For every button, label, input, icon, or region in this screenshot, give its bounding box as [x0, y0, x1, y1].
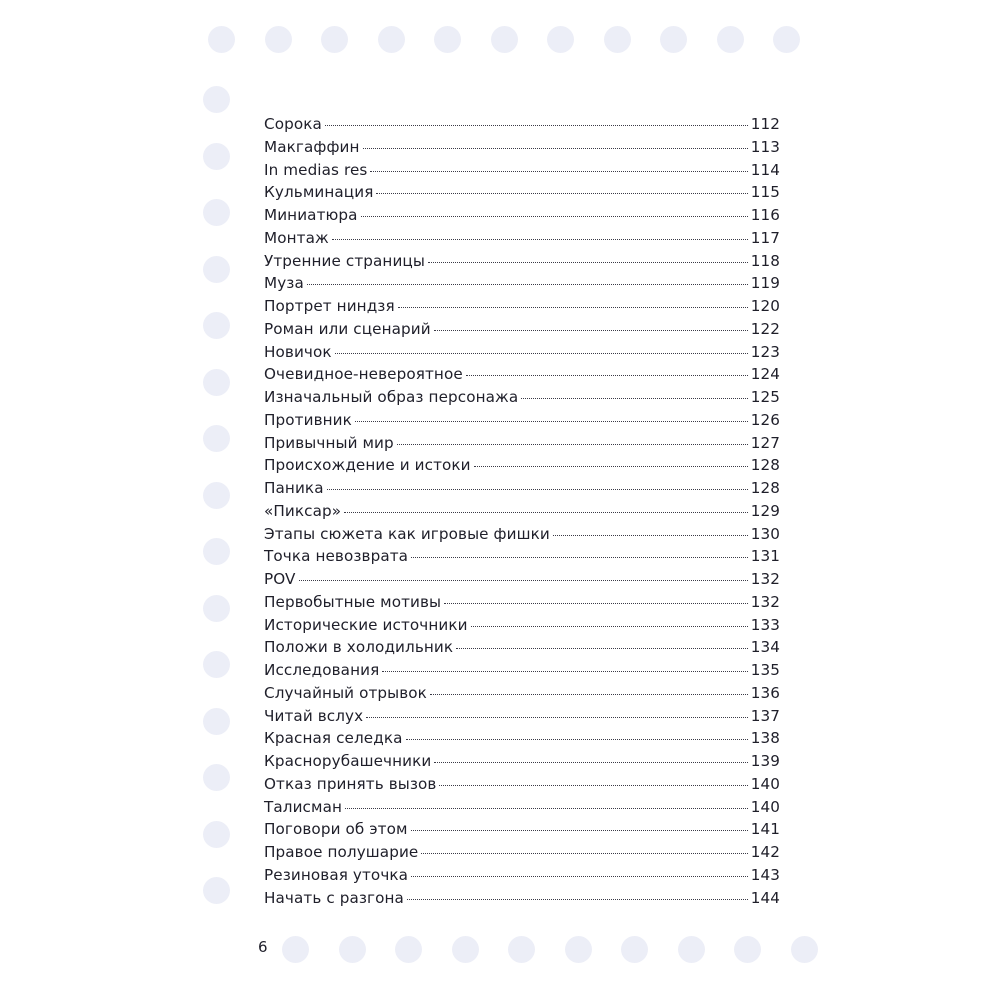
decorative-dot	[203, 877, 230, 904]
decorative-dot	[660, 26, 687, 53]
toc-dot-leader	[434, 329, 748, 331]
toc-entry-page: 126	[750, 410, 780, 429]
decorative-dot	[678, 936, 705, 963]
decorative-dot	[604, 26, 631, 53]
decorative-dot	[203, 199, 230, 226]
toc-dot-leader	[430, 693, 748, 695]
toc-entry-title: Монтаж	[264, 228, 329, 247]
decorative-dots-left	[203, 86, 233, 926]
toc-dot-leader	[411, 556, 748, 558]
decorative-dot	[203, 764, 230, 791]
toc-dot-leader	[471, 625, 748, 627]
toc-dot-leader	[428, 261, 748, 263]
toc-dot-leader	[406, 738, 748, 740]
toc-entry-page: 134	[750, 638, 780, 657]
toc-entry-page: 132	[750, 592, 780, 611]
toc-entry-page: 142	[750, 843, 780, 861]
toc-entry	[264, 796, 780, 819]
toc-entry	[264, 591, 780, 614]
toc-entry-page: 143	[750, 865, 780, 884]
decorative-dot	[791, 936, 818, 963]
toc-entry-title: Этапы сюжета как игровые фишки	[264, 524, 550, 543]
toc-entry-title: POV	[264, 570, 296, 588]
decorative-dot	[203, 256, 230, 283]
toc-entry-title: Отказ принять вызов	[264, 774, 437, 793]
toc-entry-page: 112	[750, 115, 780, 133]
toc-entry-page: 141	[750, 820, 780, 839]
toc-entry-title: Первобытные мотивы	[264, 592, 442, 611]
toc-entry	[264, 682, 780, 705]
toc-entry-page: 138	[750, 729, 780, 748]
decorative-dot	[203, 538, 230, 565]
toc-entry	[264, 659, 780, 682]
decorative-dot	[203, 595, 230, 622]
decorative-dot	[508, 936, 535, 963]
toc-entry	[264, 523, 780, 546]
toc-entry-title: Происхождение и истоки	[264, 456, 471, 475]
toc-entry-page: 139	[750, 752, 780, 770]
toc-dot-leader	[407, 898, 748, 900]
toc-entry	[264, 545, 780, 568]
decorative-dot	[565, 936, 592, 963]
toc-entry-page: 119	[750, 274, 780, 293]
toc-entry	[264, 250, 780, 273]
toc-entry	[264, 272, 780, 295]
toc-dot-leader	[370, 170, 747, 172]
decorative-dot	[203, 369, 230, 396]
toc-dot-leader	[307, 283, 748, 285]
toc-dot-leader	[382, 670, 747, 672]
toc-dot-leader	[474, 465, 748, 467]
toc-dot-leader	[397, 443, 748, 445]
toc-entry-page: 133	[750, 615, 780, 634]
toc-entry	[264, 705, 780, 728]
toc-entry-title: Макгаффин	[264, 137, 360, 156]
toc-entry-title: Точка невозврата	[264, 547, 409, 566]
decorative-dot	[395, 936, 422, 963]
toc-entry-page: 122	[750, 319, 780, 338]
toc-dot-leader	[434, 761, 747, 763]
toc-entry-title: Привычный мир	[264, 433, 394, 452]
toc-entry	[264, 113, 780, 136]
toc-entry-page: 118	[750, 251, 780, 270]
decorative-dot	[621, 936, 648, 963]
toc-dot-leader	[332, 238, 748, 240]
decorative-dot	[203, 651, 230, 678]
toc-entry	[264, 864, 780, 887]
toc-entry	[264, 750, 780, 773]
toc-entry	[264, 500, 780, 523]
toc-entry-page: 137	[750, 706, 780, 725]
decorative-dot	[203, 143, 230, 170]
toc-dot-leader	[299, 579, 748, 581]
toc-entry-page: 130	[750, 524, 780, 543]
toc-entry-page: 115	[750, 183, 780, 202]
toc-entry	[264, 204, 780, 227]
toc-entry	[264, 227, 780, 250]
table-of-contents	[264, 113, 780, 909]
toc-entry-title: Красная селедка	[264, 729, 403, 748]
toc-entry-title: Противник	[264, 410, 352, 429]
toc-entry	[264, 409, 780, 432]
toc-entry	[264, 773, 780, 796]
toc-entry-page: 117	[750, 228, 780, 247]
toc-entry-title: Резиновая уточка	[264, 865, 409, 884]
decorative-dot	[203, 821, 230, 848]
decorative-dot	[773, 26, 800, 53]
toc-entry	[264, 363, 780, 386]
toc-entry	[264, 454, 780, 477]
toc-dot-leader	[366, 716, 747, 718]
toc-entry	[264, 841, 780, 864]
toc-entry-page: 114	[750, 160, 780, 179]
decorative-dot	[203, 708, 230, 735]
toc-dot-leader	[335, 352, 748, 354]
toc-dot-leader	[325, 124, 748, 126]
page-number: 6	[258, 938, 268, 956]
toc-entry-title: Читай вслух	[264, 706, 364, 725]
toc-entry-page: 128	[750, 479, 780, 497]
toc-entry-title: Исследования	[264, 661, 380, 679]
toc-entry-page: 127	[750, 433, 780, 452]
toc-entry-title: Паника	[264, 479, 324, 497]
toc-entry-title: Правое полушарие	[264, 843, 419, 861]
decorative-dot	[434, 26, 461, 53]
toc-dot-leader	[345, 807, 748, 809]
toc-entry-title: Талисман	[264, 797, 343, 816]
toc-entry-title: Поговори об этом	[264, 820, 408, 839]
decorative-dot	[321, 26, 348, 53]
toc-entry-title: Изначальный образ персонажа	[264, 388, 519, 406]
toc-entry	[264, 318, 780, 341]
decorative-dot	[203, 86, 230, 113]
toc-entry-title: Положи в холодильник	[264, 638, 454, 657]
toc-entry-title: Исторические источники	[264, 615, 468, 634]
toc-dot-leader	[376, 192, 747, 194]
toc-entry-page: 140	[750, 797, 780, 816]
toc-entry-title: Портрет ниндзя	[264, 297, 395, 315]
toc-entry-page: 123	[750, 342, 780, 361]
toc-entry-title: In medias res	[264, 160, 368, 179]
toc-dot-leader	[444, 602, 748, 604]
toc-dot-leader	[363, 147, 748, 149]
toc-entry	[264, 568, 780, 591]
toc-entry	[264, 636, 780, 659]
toc-entry	[264, 887, 780, 910]
toc-entry-page: 124	[750, 365, 780, 384]
toc-entry	[264, 818, 780, 841]
toc-entry	[264, 614, 780, 637]
decorative-dot	[547, 26, 574, 53]
toc-entry-title: Случайный отрывок	[264, 683, 427, 702]
toc-entry-page: 128	[750, 456, 780, 475]
toc-entry-page: 135	[750, 661, 780, 679]
toc-entry-page: 116	[750, 206, 780, 224]
toc-entry-title: Сорока	[264, 115, 322, 133]
decorative-dot	[491, 26, 518, 53]
toc-entry	[264, 477, 780, 500]
toc-dot-leader	[355, 420, 748, 422]
toc-entry-title: Очевидное-невероятное	[264, 365, 463, 384]
toc-entry	[264, 295, 780, 318]
toc-entry-page: 113	[750, 137, 780, 156]
toc-entry-title: «Пиксар»	[264, 501, 342, 520]
decorative-dots-bottom	[282, 936, 802, 966]
toc-dot-leader	[456, 647, 748, 649]
toc-entry	[264, 432, 780, 455]
toc-entry-title: Муза	[264, 274, 304, 293]
toc-entry-title: Утренние страницы	[264, 251, 425, 270]
toc-entry-title: Краснорубашечники	[264, 752, 432, 770]
toc-entry	[264, 727, 780, 750]
toc-entry-page: 120	[750, 297, 780, 315]
toc-entry-page: 140	[750, 774, 780, 793]
decorative-dot	[717, 26, 744, 53]
decorative-dot	[203, 312, 230, 339]
toc-dot-leader	[421, 852, 747, 854]
toc-entry-page: 136	[750, 683, 780, 702]
toc-dot-leader	[439, 784, 747, 786]
toc-dot-leader	[521, 397, 747, 399]
toc-dot-leader	[398, 306, 748, 308]
decorative-dot	[452, 936, 479, 963]
toc-dot-leader	[361, 215, 748, 217]
toc-entry-title: Новичок	[264, 342, 332, 361]
toc-entry	[264, 136, 780, 159]
toc-entry-page: 131	[750, 547, 780, 566]
toc-dot-leader	[411, 829, 748, 831]
decorative-dot	[339, 936, 366, 963]
toc-entry	[264, 341, 780, 364]
toc-dot-leader	[411, 875, 748, 877]
toc-dot-leader	[344, 511, 748, 513]
decorative-dots-top	[208, 26, 808, 56]
toc-entry	[264, 181, 780, 204]
toc-entry-page: 132	[750, 570, 780, 588]
toc-entry-title: Роман или сценарий	[264, 319, 431, 338]
decorative-dot	[734, 936, 761, 963]
toc-dot-leader	[327, 488, 748, 490]
toc-entry-title: Кульминация	[264, 183, 374, 202]
toc-entry-page: 144	[750, 888, 780, 907]
toc-dot-leader	[553, 534, 748, 536]
decorative-dot	[265, 26, 292, 53]
decorative-dot	[203, 425, 230, 452]
toc-dot-leader	[466, 374, 748, 376]
toc-entry-title: Начать с разгона	[264, 888, 404, 907]
toc-entry-page: 129	[750, 501, 780, 520]
decorative-dot	[208, 26, 235, 53]
decorative-dot	[378, 26, 405, 53]
toc-entry	[264, 386, 780, 409]
decorative-dot	[282, 936, 309, 963]
toc-entry	[264, 159, 780, 182]
toc-entry-page: 125	[750, 388, 780, 406]
decorative-dot	[203, 482, 230, 509]
toc-entry-title: Миниатюра	[264, 206, 358, 224]
